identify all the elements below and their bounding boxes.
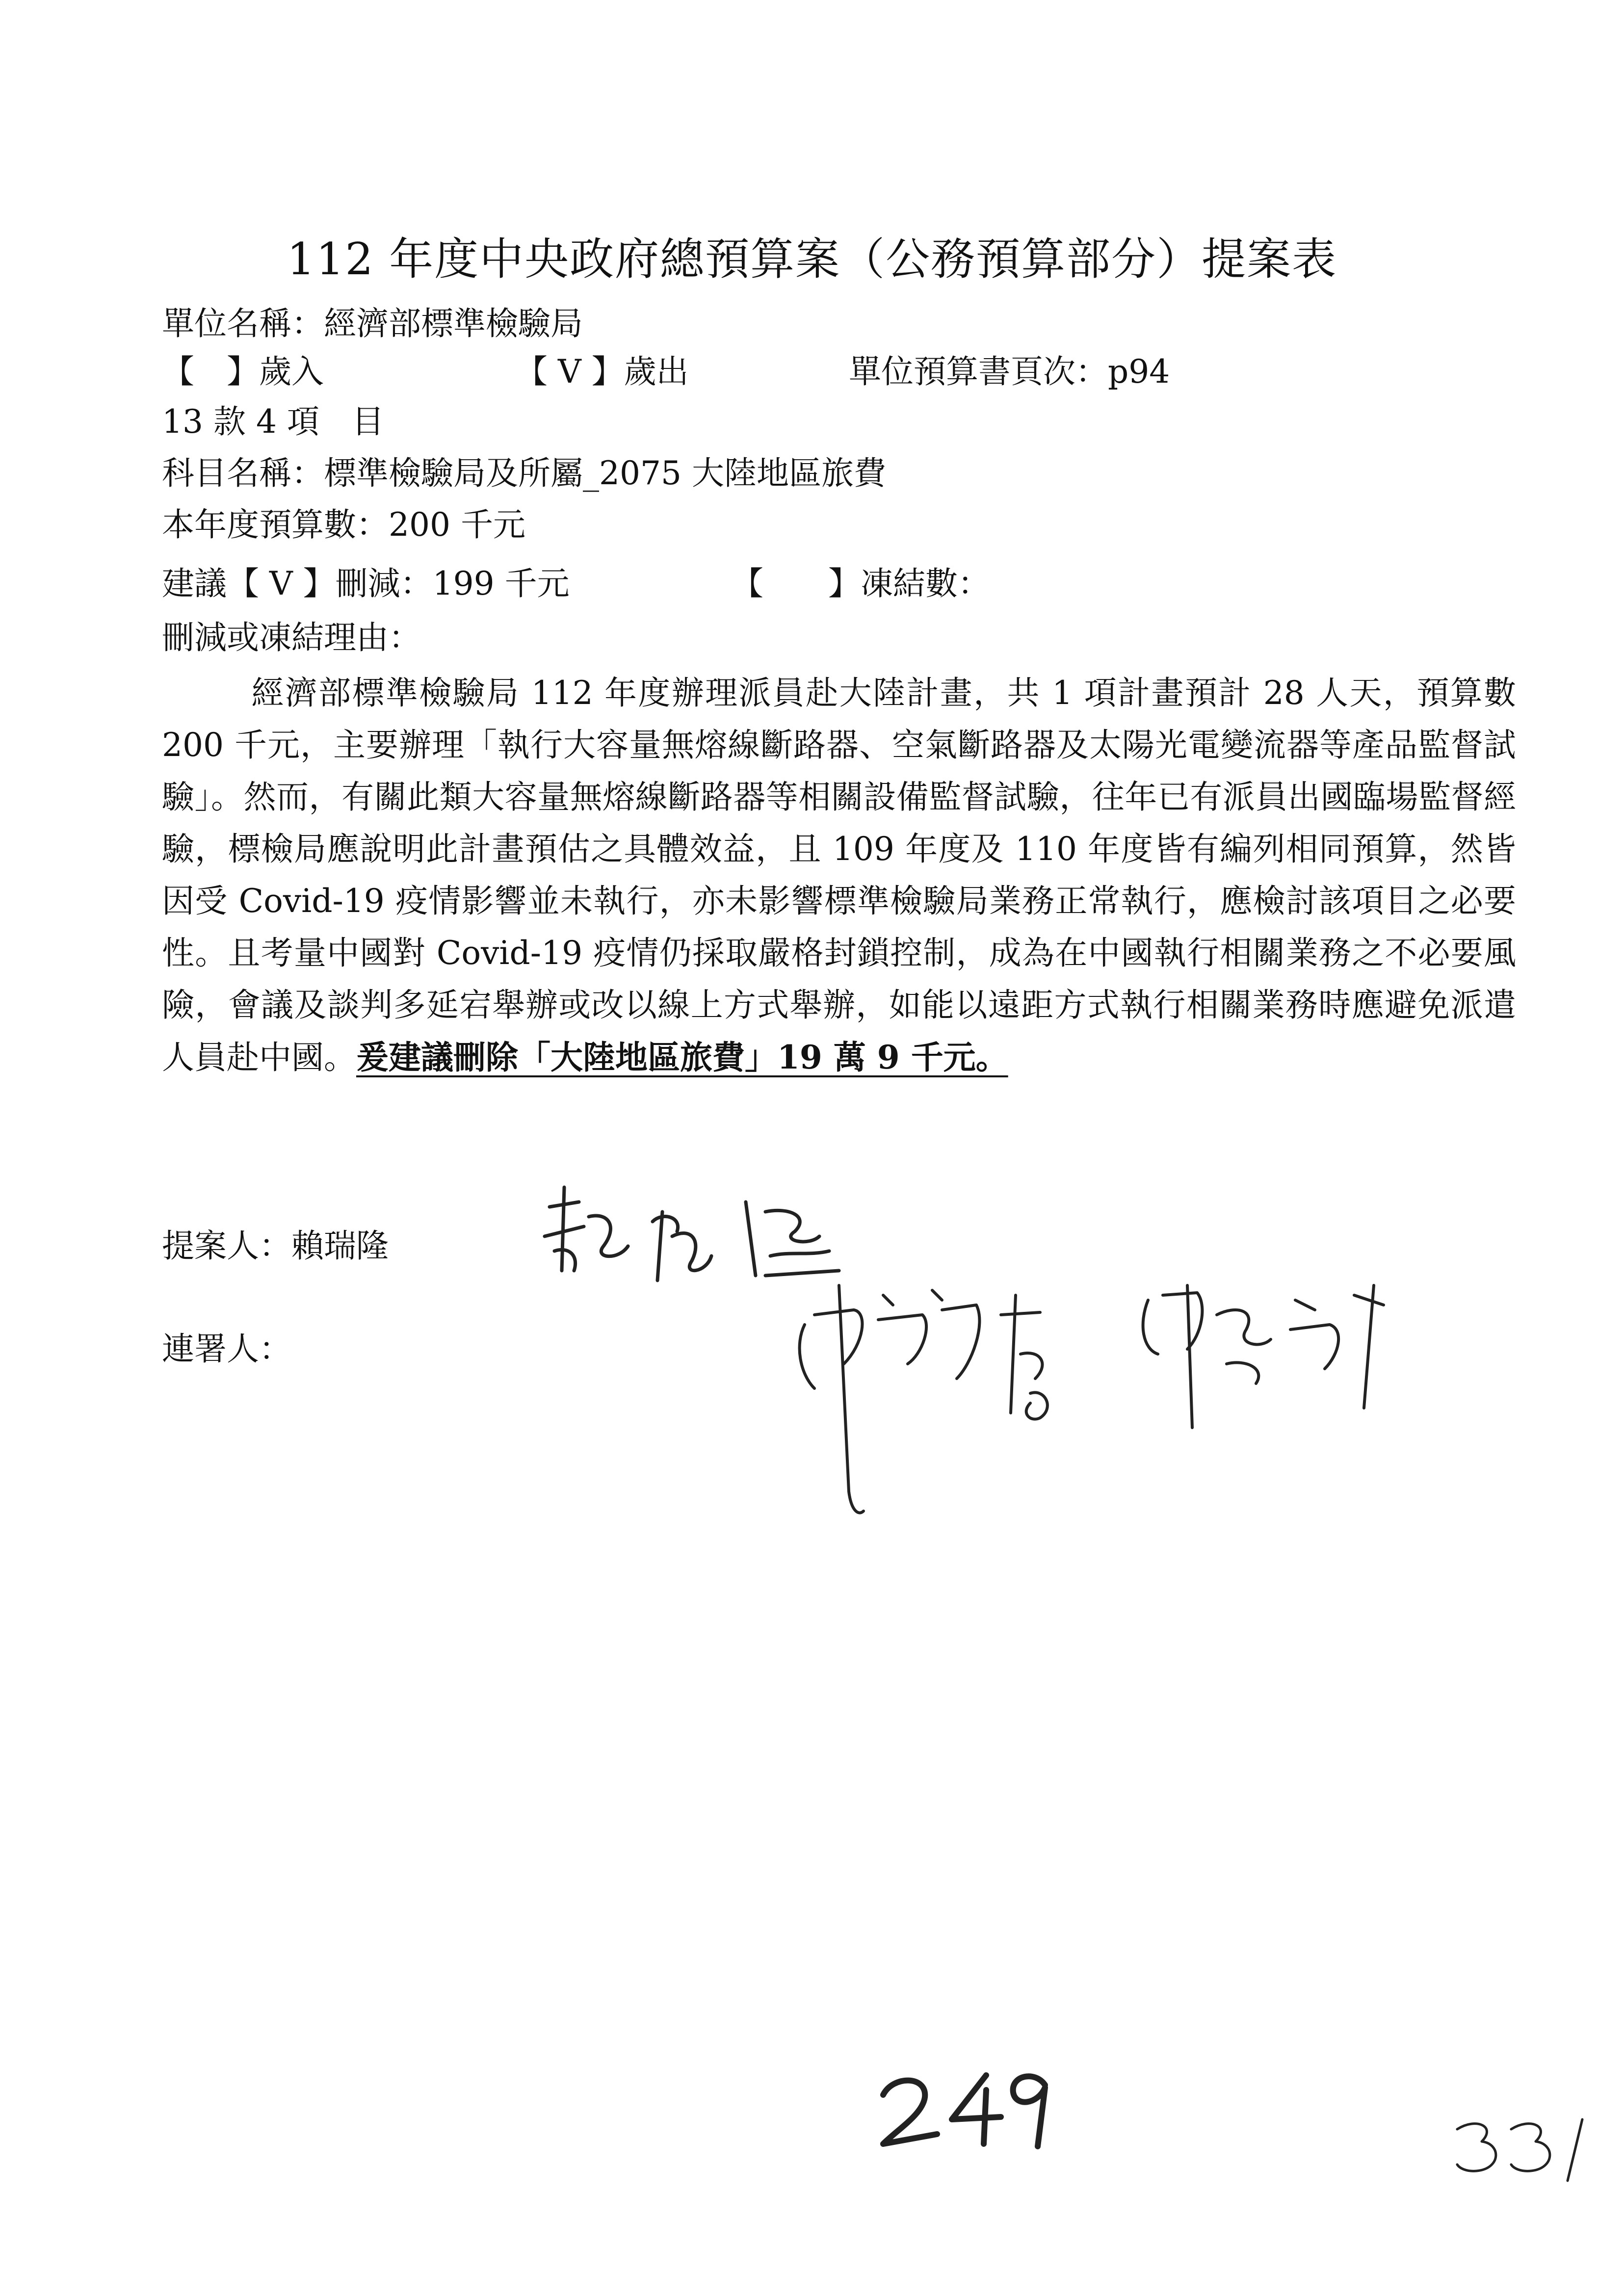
subject-name: 科目名稱：標準檢驗局及所屬_2075 大陸地區旅費	[162, 454, 886, 492]
unit-name: 單位名稱：經濟部標準檢驗局	[162, 305, 583, 342]
reason-text: 經濟部標準檢驗局 112 年度辦理派員赴大陸計畫，共 1 項計畫預計 28 人天，預算數 200 千元，主要辦理「執行大容量無熔線斷路器、空氣斷路器及太陽光電變流器等產品監督試驗」。然而，有關此類大容量無熔線斷路器等相關設備監督試驗，往年已有派員出國臨場監督經驗，標檢局應說明此計畫預估之具體效益，且 109 年度及 110 年度皆有編列相同預算，然皆因受 Covid-19 疫情影響並未執行，亦未影響標準檢驗局業務正常執行，應檢討該項目之必要性。且考量中國對 Covid-19 疫情仍採取嚴格封鎖控制，成為在中國執行相關業務之不必要風險，會議及談判多延宕舉辦或改以線上方式舉辦，如能以遠距方式執行相關業務時應避免派遣人員赴中國。	[162, 674, 1516, 1076]
reason-emphasis: 爰建議刪除「大陸地區旅費」19 萬 9 千元。	[356, 1038, 1008, 1076]
item-line: 13 款 4 項 目	[162, 403, 384, 441]
cosigner-signatures	[785, 1266, 1423, 1521]
handwritten-corner-number	[1447, 2110, 1595, 2188]
handwritten-page-number	[873, 2061, 1060, 2154]
reason-label: 刪減或凍結理由：	[162, 619, 421, 656]
budget-amount: 本年度預算數：200 千元	[162, 506, 525, 544]
page-title: 112 年度中央政府總預算案（公務預算部分）提案表	[287, 234, 1337, 285]
expenditure-checkbox: 【 V 】歲出	[515, 353, 689, 391]
cosigner-label: 連署人：	[162, 1330, 291, 1368]
suggest-cut: 建議【 V 】刪減：199 千元	[162, 565, 570, 602]
freeze-amount: 【 】凍結數：	[731, 565, 990, 602]
proposer-label: 提案人：賴瑞隆	[162, 1227, 389, 1265]
reason-paragraph	[162, 667, 1516, 1084]
revenue-checkbox: 【 】歲入	[162, 353, 324, 391]
page-reference: 單位預算書頁次：p94	[849, 353, 1170, 391]
